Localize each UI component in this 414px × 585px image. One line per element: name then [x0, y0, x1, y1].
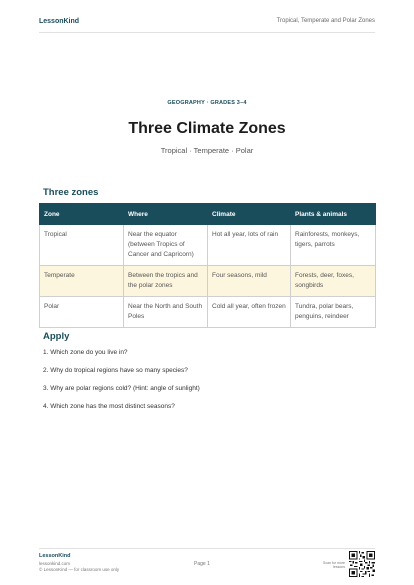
- question-item: 1. Which zone do you live in?: [43, 349, 128, 356]
- table-cell: Forests, deer, foxes, songbirds: [291, 266, 376, 297]
- zones-heading: Three zones: [43, 187, 99, 198]
- question-item: 2. Why do tropical regions have so many species?: [43, 367, 188, 374]
- page-number: Page 1: [194, 561, 210, 567]
- table-cell: Four seasons, mild: [208, 266, 291, 297]
- page-footer: [39, 548, 375, 580]
- table-cell: Between the tropics and the polar zones: [124, 266, 208, 297]
- table-header-row: [40, 204, 376, 225]
- column-header: Climate: [208, 204, 291, 225]
- header-doc-title: Tropical, Temperate and Polar Zones: [276, 18, 375, 24]
- footer-copyright: © LessonKind — for classroom use only: [39, 567, 120, 572]
- page-subtitle: Tropical · Temperate · Polar: [160, 146, 254, 155]
- qr-caption: Scan for more lessons: [323, 561, 345, 569]
- table-cell: Tropical: [40, 225, 124, 266]
- table-cell: Tundra, polar bears, penguins, reindeer: [291, 297, 376, 328]
- table-row: [40, 225, 376, 266]
- table-cell: Temperate: [40, 266, 124, 297]
- zones-table: [39, 203, 376, 328]
- footer-site-link[interactable]: lessonkind.com: [39, 561, 71, 566]
- footer-brand: LessonKind: [39, 553, 71, 559]
- apply-heading: Apply: [43, 331, 70, 342]
- question-list: [43, 349, 200, 421]
- column-header: Zone: [40, 204, 124, 225]
- page-title: Three Climate Zones: [128, 120, 286, 137]
- table-row: [40, 297, 376, 328]
- question-item: 3. Why are polar regions cold? (Hint: angle of sunlight): [43, 385, 200, 392]
- table-cell: Polar: [40, 297, 124, 328]
- qr-code-icon[interactable]: [349, 551, 375, 577]
- page-header: [39, 14, 375, 33]
- column-header: Plants & animals: [291, 204, 376, 225]
- table-cell: Near the North and South Poles: [124, 297, 208, 328]
- brand-logo[interactable]: LessonKind: [39, 17, 80, 25]
- subject-grade-label: GEOGRAPHY · GRADES 3–4: [167, 100, 247, 106]
- table-row: [40, 266, 376, 297]
- question-item: 4. Which zone has the most distinct seasons?: [43, 403, 175, 410]
- table-cell: Cold all year, often frozen: [208, 297, 291, 328]
- table-cell: Hot all year, lots of rain: [208, 225, 291, 266]
- table-cell: Near the equator (between Tropics of Cancer and Capricorn): [124, 225, 208, 266]
- table-cell: Rainforests, monkeys, tigers, parrots: [291, 225, 376, 266]
- column-header: Where: [124, 204, 208, 225]
